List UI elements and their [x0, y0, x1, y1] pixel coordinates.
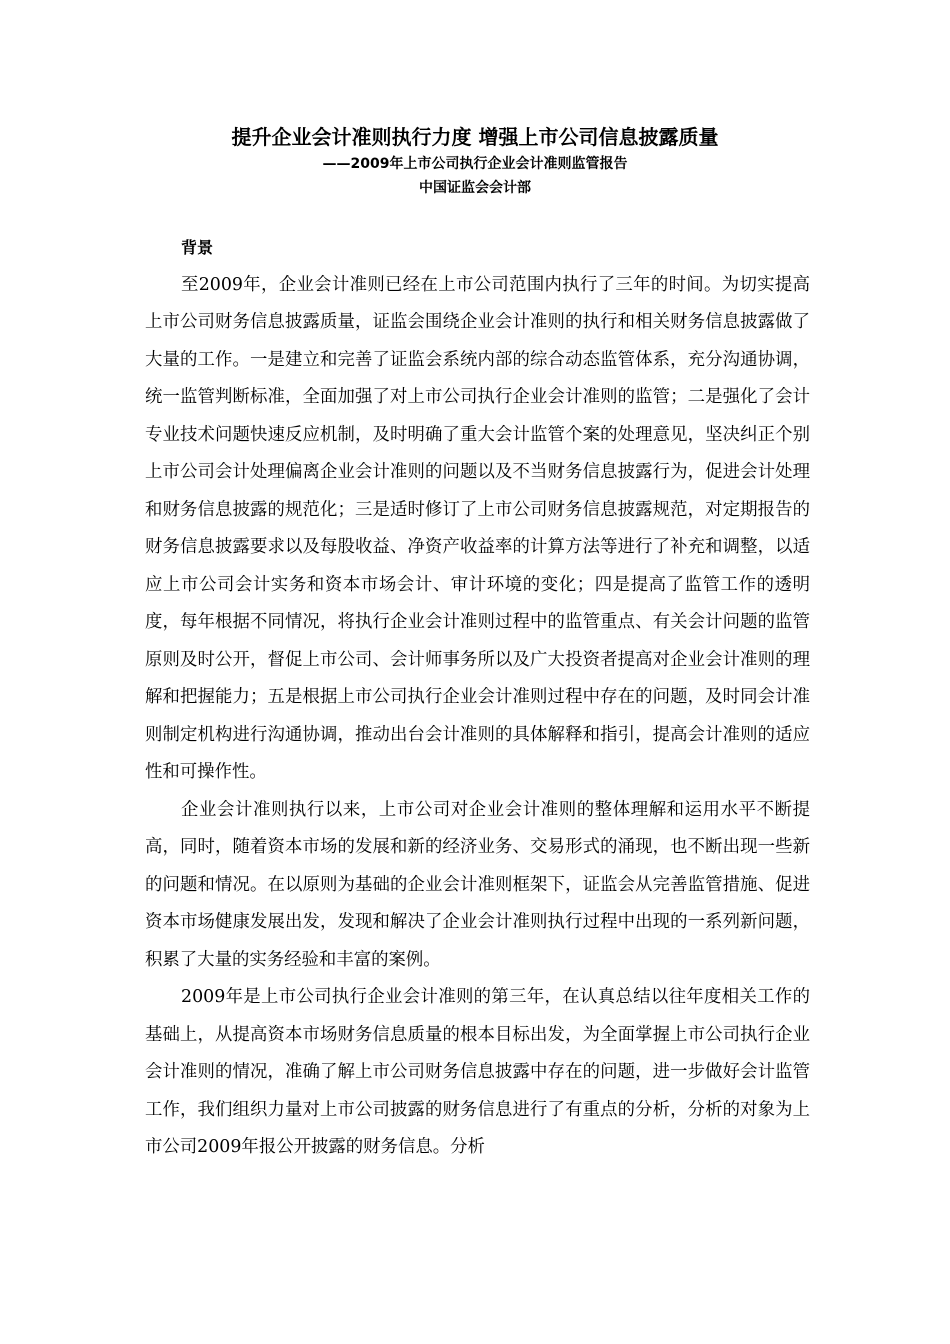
paragraph-2: 企业会计准则执行以来，上市公司对企业会计准则的整体理解和运用水平不断提高，同时，随着资本市场的发展和新的经济业务、交易形式的涌现，也不断出现一些新的问题和情况。在以原则为基础的企业会计准则框架下，证监会从完善监管措施、促进资本市场健康发展出发，发现和解决了企业会计准则执行过程中出现的一系列新问题，积累了大量的实务经验和丰富的案例。 — [145, 799, 810, 970]
document-title: 提升企业会计准则执行力度 增强上市公司信息披露质量 — [231, 125, 719, 149]
issuing-department: 中国证监会会计部 — [419, 180, 531, 196]
section-heading: 背景 — [181, 238, 214, 257]
document-body — [145, 229, 810, 1167]
document-header — [0, 122, 950, 200]
document-subtitle: ——2009年上市公司执行企业会计准则监管报告 — [322, 156, 628, 172]
paragraph-1: 至2009年，企业会计准则已经在上市公司范围内执行了三年的时间。为切实提高上市公司财务信息披露质量，证监会围绕企业会计准则的执行和相关财务信息披露做了大量的工作。一是建立和完善了证监会系统内部的综合动态监管体系，充分沟通协调，统一监管判断标准，全面加强了对上市公司执行企业会计准则的监管；二是强化了会计专业技术问题快速反应机制，及时明确了重大会计监管个案的处理意见，坚决纠正个别上市公司会计处理偏离企业会计准则的问题以及不当财务信息披露行为，促进会计处理和财务信息披露的规范化；三是适时修订了上市公司财务信息披露规范，对定期报告的财务信息披露要求以及每股收益、净资产收益率的计算方法等进行了补充和调整，以适应上市公司会计实务和资本市场会计、审计环境的变化；四是提高了监管工作的透明度，每年根据不同情况，将执行企业会计准则过程中的监管重点、有关会计问题的监管原则及时公开，督促上市公司、会计师事务所以及广大投资者提高对企业会计准则的理解和把握能力；五是根据上市公司执行企业会计准则过程中存在的问题，及时同会计准则制定机构进行沟通协调，推动出台会计准则的具体解释和指引，提高会计准则的适应性和可操作性。 — [145, 274, 810, 782]
paragraph-3: 2009年是上市公司执行企业会计准则的第三年，在认真总结以往年度相关工作的基础上，从提高资本市场财务信息质量的根本目标出发，为全面掌握上市公司执行企业会计准则的情况，准确了解上市公司财务信息披露中存在的问题，进一步做好会计监管工作，我们组织力量对上市公司披露的财务信息进行了有重点的分析，分析的对象为上市公司2009年报公开披露的财务信息。分析 — [145, 987, 810, 1157]
